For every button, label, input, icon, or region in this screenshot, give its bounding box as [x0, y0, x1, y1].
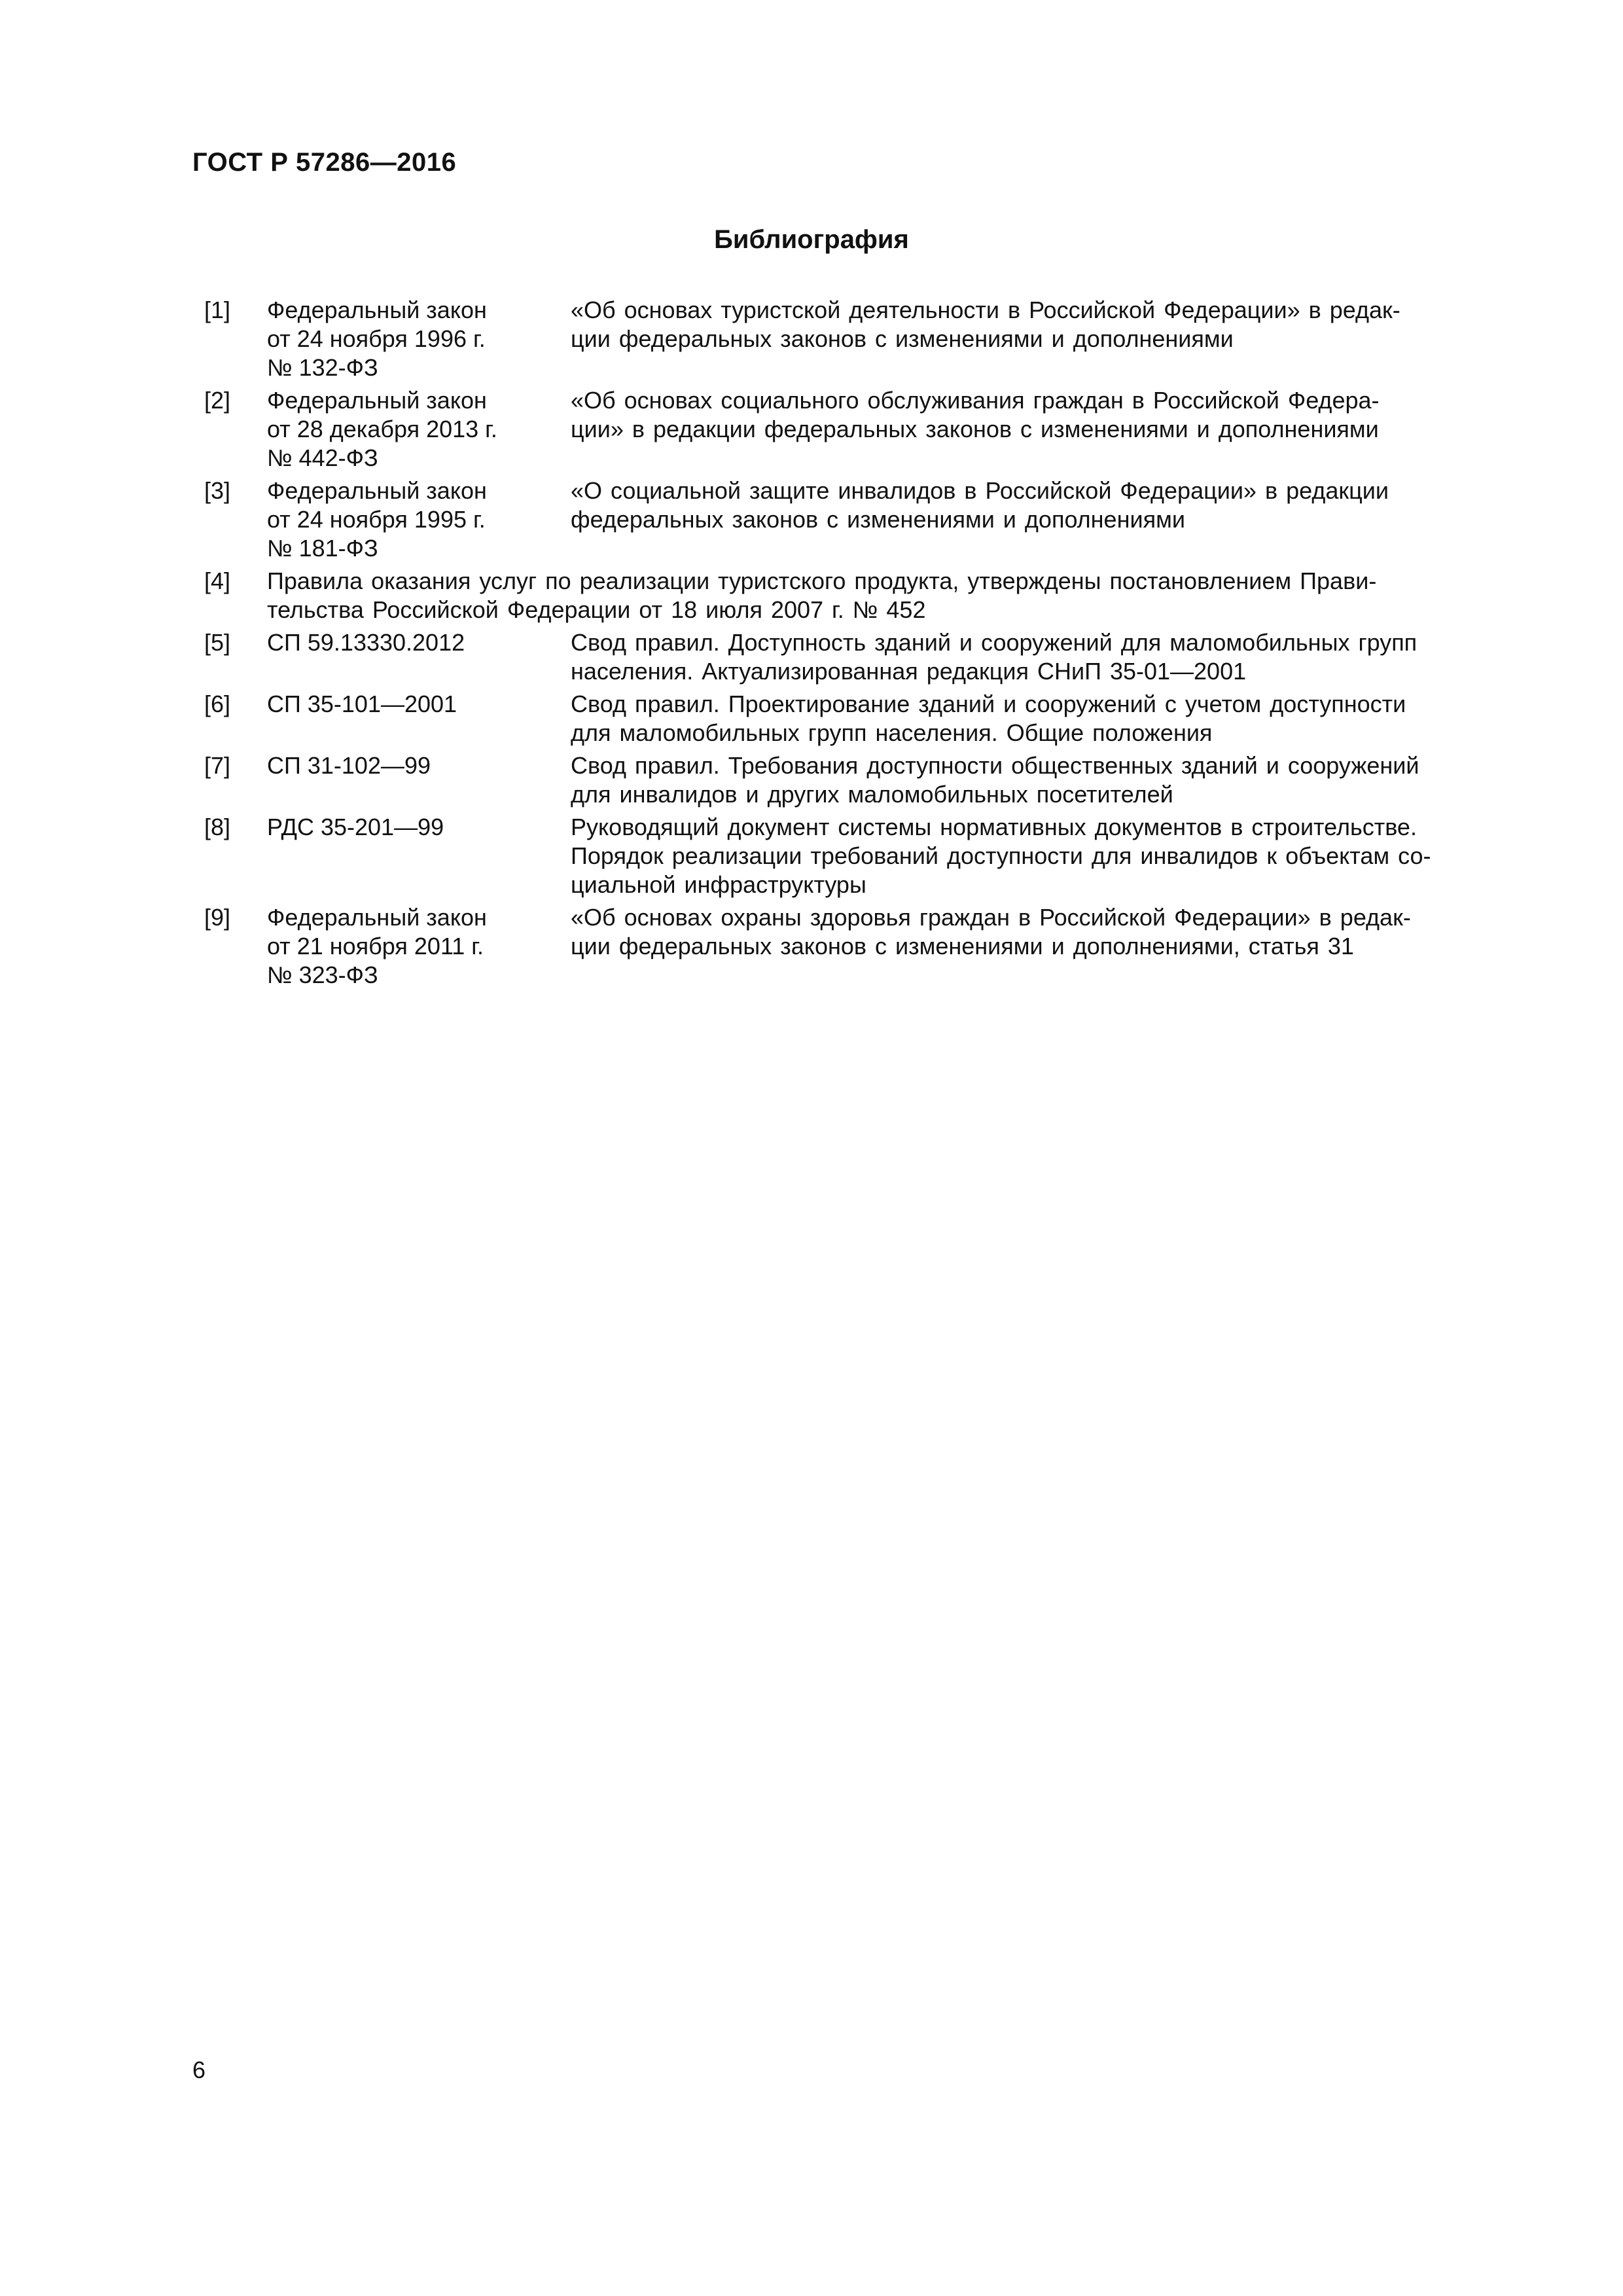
- bibliography-entry: [204, 476, 1510, 563]
- entry-source: СП 59.13330.2012: [267, 629, 465, 656]
- entry-title: Свод правил. Доступность зданий и сооружений для маломобильных групп населения. Актуализированная редакция СНиП 35-01—2001: [571, 629, 1418, 685]
- entry-title: «О социальной защите инвалидов в Российской Федерации» в редакции федеральных законов с изменениями и дополнениями: [571, 477, 1389, 533]
- entry-source: Федеральный закон от 21 ноября 2011 г. № 323-ФЗ: [267, 904, 487, 988]
- entry-number: [2]: [204, 387, 231, 414]
- entry-source: СП 35-101—2001: [267, 691, 457, 717]
- entry-number: [6]: [204, 691, 231, 717]
- entry-source: Федеральный закон от 24 ноября 1996 г. № 132-ФЗ: [267, 296, 487, 381]
- bibliography-entry: [204, 567, 1510, 624]
- entry-title: Свод правил. Проектирование зданий и сооружений с учетом доступности для маломобильных групп населения. Общие положения: [571, 691, 1406, 746]
- page-number: 6: [192, 2056, 206, 2083]
- bibliography-entry: [204, 903, 1510, 990]
- entry-number: [5]: [204, 629, 231, 656]
- entry-number: [9]: [204, 904, 231, 931]
- entry-number: [8]: [204, 814, 231, 840]
- entry-source: Федеральный закон от 24 ноября 1995 г. № 181-ФЗ: [267, 477, 487, 562]
- entry-number: [7]: [204, 752, 231, 779]
- entry-source: Федеральный закон от 28 декабря 2013 г. № 442-ФЗ: [267, 387, 497, 471]
- entry-title: «Об основах охраны здоровья граждан в Российской Федерации» в редак- ции федеральных законов с изменениями и дополнениями, статья 31: [571, 904, 1411, 960]
- entry-title: Правила оказания услуг по реализации туристского продукта, утверждены постановлением Прави- тельства Российской Федерации от 18 июля 2007 г. № 452: [267, 567, 1377, 623]
- bibliography-entry: [204, 751, 1510, 809]
- bibliography-entry: [204, 813, 1510, 899]
- entry-title: Свод правил. Требования доступности общественных зданий и сооружений для инвалидов и других маломобильных посетителей: [571, 752, 1419, 808]
- entry-title: «Об основах социального обслуживания граждан в Российской Федера- ции» в редакции федеральных законов с изменениями и дополнениями: [571, 387, 1380, 442]
- entry-number: [4]: [204, 567, 231, 594]
- bibliography-entry: [204, 296, 1510, 382]
- entry-source: РДС 35-201—99: [267, 814, 444, 840]
- section-title: Библиография: [714, 225, 909, 254]
- entry-number: [1]: [204, 296, 231, 323]
- entry-number: [3]: [204, 477, 231, 504]
- entry-title: «Об основах туристской деятельности в Российской Федерации» в редак- ции федеральных законов с изменениями и дополнениями: [571, 296, 1400, 352]
- bibliography-entry: [204, 690, 1510, 747]
- entry-title: Руководящий документ системы нормативных документов в строительстве. Порядок реализации требований доступности для инвалидов к объектам со- циальной инфраструктуры: [571, 814, 1431, 898]
- bibliography-list: [204, 296, 1510, 994]
- bibliography-entry: [204, 386, 1510, 473]
- bibliography-entry: [204, 628, 1510, 686]
- entry-source: СП 31-102—99: [267, 752, 431, 779]
- document-code: ГОСТ Р 57286—2016: [192, 148, 457, 177]
